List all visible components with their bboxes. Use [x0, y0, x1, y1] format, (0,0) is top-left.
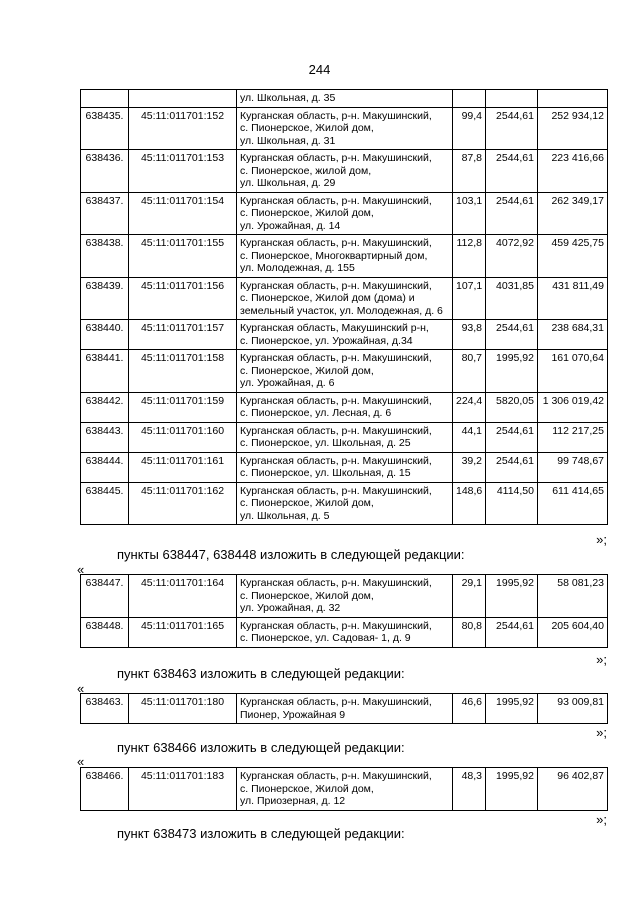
address-cell	[237, 192, 453, 235]
table-row	[81, 617, 608, 647]
rate-cell: 4031,85	[486, 277, 538, 320]
opening-quote: «	[77, 562, 85, 577]
closing-quote: »;	[596, 532, 607, 547]
value-cell: 93 009,81	[538, 694, 608, 724]
item-number-cell: 638466.	[81, 768, 129, 811]
rate-cell: 2544,61	[486, 150, 538, 193]
rate-cell: 1995,92	[486, 575, 538, 618]
address-cell	[237, 107, 453, 150]
address-cell	[237, 350, 453, 393]
item-number-cell: 638438.	[81, 235, 129, 278]
address-line: ул. Приозерная, д. 12	[240, 795, 346, 807]
area-cell: 87,8	[453, 150, 486, 193]
area-cell: 103,1	[453, 192, 486, 235]
rate-cell: 2544,61	[486, 617, 538, 647]
rate-cell: 2544,61	[486, 192, 538, 235]
address-line: с. Пионерское, Жилой дом,	[240, 364, 374, 377]
value-cell: 238 684,31	[538, 320, 608, 350]
address-line: с. Пионерское, Жилой дом,	[240, 122, 374, 134]
item-number-cell: 638448.	[81, 617, 129, 647]
cadastral-number-cell: 45:11:011701:152	[129, 107, 237, 150]
cadastral-number-cell: 45:11:011701:164	[129, 575, 237, 618]
address-line: с. Пионерское, Жилой дом,	[240, 497, 374, 509]
page-number: 244	[308, 62, 331, 77]
value-cell: 58 081,23	[538, 575, 608, 618]
area-cell: 148,6	[453, 482, 486, 525]
address-cell	[237, 768, 453, 811]
opening-quote: «	[77, 754, 85, 769]
rate-cell: 4072,92	[486, 235, 538, 278]
cadastral-number-cell: 45:11:011701:159	[129, 392, 237, 422]
table-row	[81, 575, 608, 618]
item-number-cell: 638444.	[81, 452, 129, 482]
cadastral-number-cell: 45:11:011701:161	[129, 452, 237, 482]
value-cell: 112 217,25	[538, 422, 608, 452]
address-cell	[237, 694, 453, 724]
property-table-3	[80, 693, 608, 724]
cadastral-number-cell: 45:11:011701:165	[129, 617, 237, 647]
value-cell: 96 402,87	[538, 768, 608, 811]
value-cell: 431 811,49	[538, 277, 608, 320]
address-line: с. Пионерское, жилой дом,	[240, 164, 372, 177]
table-row	[81, 150, 608, 193]
address-cell	[237, 150, 453, 193]
cadastral-number-cell: 45:11:011701:157	[129, 320, 237, 350]
rate-cell: 2544,61	[486, 452, 538, 482]
address-line: с. Пионерское, Многоквартирный дом,	[240, 249, 428, 262]
table-row	[81, 192, 608, 235]
area-cell: 44,1	[453, 422, 486, 452]
address-line: с. Пионерское, ул. Урожайная, д.34	[240, 334, 413, 347]
address-line: с. Пионерское, ул. Садовая- 1, д. 9	[240, 632, 411, 644]
cadastral-number-cell: 45:11:011701:158	[129, 350, 237, 393]
item-number-cell: 638436.	[81, 150, 129, 193]
item-number-cell: 638441.	[81, 350, 129, 393]
property-table-main	[80, 89, 608, 525]
address-line: Курганская область, р-н. Макушинский,	[240, 484, 432, 497]
item-number-cell: 638442.	[81, 392, 129, 422]
cadastral-number-cell: 45:11:011701:183	[129, 768, 237, 811]
address-line: земельный участок, ул. Молодежная, д. 6	[240, 304, 443, 317]
rate-cell: 4114,50	[486, 482, 538, 525]
address-line: Курганская область, р-н. Макушинский,	[240, 352, 432, 364]
address-line: с. Пионерское, ул. Школьная, д. 25	[240, 437, 411, 449]
item-number-cell: 638439.	[81, 277, 129, 320]
address-line: ул. Школьная, д. 29	[240, 177, 336, 189]
address-line: Курганская область, р-н. Макушинский,	[240, 109, 432, 122]
address-cell	[237, 235, 453, 278]
address-line: Курганская область, р-н. Макушинский,	[240, 394, 432, 407]
item-number-cell: 638447.	[81, 575, 129, 618]
address-line: Курганская область, р-н. Макушинский,	[240, 770, 432, 782]
amendment-paragraph-2: пункт 638463 изложить в следующей редакции:	[117, 666, 405, 681]
address-line: ул. Школьная, д. 31	[240, 134, 336, 147]
address-line: ул. Школьная, д. 5	[240, 509, 330, 522]
area-cell: 107,1	[453, 277, 486, 320]
address-cell	[237, 320, 453, 350]
item-number-cell: 638435.	[81, 107, 129, 150]
value-cell: 161 070,64	[538, 350, 608, 393]
cadastral-number-cell: 45:11:011701:156	[129, 277, 237, 320]
address-line: с. Пионерское, Жилой дом,	[240, 207, 374, 219]
value-cell: 205 604,40	[538, 617, 608, 647]
value-cell: 459 425,75	[538, 235, 608, 278]
address-line: Курганская область, р-н. Макушинский,	[240, 454, 432, 467]
address-line: Курганская область, р-н. Макушинский,	[240, 152, 432, 164]
rate-cell: 5820,05	[486, 392, 538, 422]
address-line: с. Пионерское, Жилой дом (дома) и	[240, 292, 415, 304]
value-cell: 611 414,65	[538, 482, 608, 525]
address-cell: ул. Школьная, д. 35	[237, 90, 453, 108]
table-row	[81, 350, 608, 393]
address-line: Пионер, Урожайная 9	[240, 708, 346, 721]
rate-cell: 1995,92	[486, 350, 538, 393]
property-table-2	[80, 574, 608, 648]
item-number-cell: 638440.	[81, 320, 129, 350]
table-row	[81, 694, 608, 724]
address-line: Курганская область, р-н. Макушинский,	[240, 619, 432, 632]
cadastral-number-cell: 45:11:011701:162	[129, 482, 237, 525]
table-row	[81, 768, 608, 811]
opening-quote: «	[77, 681, 85, 696]
address-cell	[237, 575, 453, 618]
item-number-cell: 638443.	[81, 422, 129, 452]
value-cell: 223 416,66	[538, 150, 608, 193]
address-line: Курганская область, р-н. Макушинский,	[240, 577, 432, 589]
value-cell: 1 306 019,42	[538, 392, 608, 422]
area-cell: 48,3	[453, 768, 486, 811]
address-line: Курганская область, р-н. Макушинский,	[240, 696, 432, 708]
address-cell	[237, 452, 453, 482]
area-cell: 29,1	[453, 575, 486, 618]
area-cell: 99,4	[453, 107, 486, 150]
address-line: ул. Урожайная, д. 6	[240, 377, 335, 389]
address-cell	[237, 617, 453, 647]
closing-quote: »;	[596, 812, 607, 827]
rate-cell: 1995,92	[486, 768, 538, 811]
cadastral-number-cell: 45:11:011701:180	[129, 694, 237, 724]
address-line: ул. Молодежная, д. 155	[240, 262, 355, 274]
address-cell	[237, 482, 453, 525]
rate-cell: 2544,61	[486, 320, 538, 350]
address-line: ул. Урожайная, д. 14	[240, 219, 341, 232]
area-cell: 46,6	[453, 694, 486, 724]
area-cell: 80,7	[453, 350, 486, 393]
address-line: Курганская область, р-н. Макушинский,	[240, 424, 432, 437]
table-row	[81, 320, 608, 350]
property-table-4	[80, 767, 608, 811]
item-number-cell: 638437.	[81, 192, 129, 235]
amendment-paragraph-3: пункт 638466 изложить в следующей редакции:	[117, 740, 405, 755]
value-cell: 262 349,17	[538, 192, 608, 235]
address-line: с. Пионерское, Жилой дом,	[240, 782, 374, 795]
rate-cell: 2544,61	[486, 107, 538, 150]
area-cell: 224,4	[453, 392, 486, 422]
address-cell	[237, 422, 453, 452]
address-line: с. Пионерское, ул. Школьная, д. 15	[240, 467, 411, 479]
address-line: ул. Урожайная, д. 32	[240, 602, 341, 614]
cadastral-number-cell: 45:11:011701:154	[129, 192, 237, 235]
area-cell: 112,8	[453, 235, 486, 278]
item-number-cell: 638445.	[81, 482, 129, 525]
table-row	[81, 277, 608, 320]
address-cell	[237, 392, 453, 422]
table-row	[81, 392, 608, 422]
table-row-continuation	[81, 90, 608, 108]
closing-quote: »;	[596, 725, 607, 740]
rate-cell: 1995,92	[486, 694, 538, 724]
table-row	[81, 452, 608, 482]
amendment-paragraph-4: пункт 638473 изложить в следующей редакции:	[117, 826, 405, 841]
area-cell: 93,8	[453, 320, 486, 350]
address-line: Курганская область, р-н. Макушинский,	[240, 237, 432, 249]
item-number-cell: 638463.	[81, 694, 129, 724]
address-line: Курганская область, р-н. Макушинский,	[240, 194, 432, 207]
cadastral-number-cell: 45:11:011701:160	[129, 422, 237, 452]
value-cell: 252 934,12	[538, 107, 608, 150]
area-cell: 39,2	[453, 452, 486, 482]
table-row	[81, 482, 608, 525]
area-cell: 80,8	[453, 617, 486, 647]
address-line: с. Пионерское, ул. Лесная, д. 6	[240, 407, 392, 419]
table-row	[81, 422, 608, 452]
amendment-paragraph-1: пункты 638447, 638448 изложить в следующей редакции:	[117, 547, 465, 562]
address-line: Курганская область, Макушинский р-н,	[240, 322, 429, 334]
address-cell	[237, 277, 453, 320]
table-row	[81, 235, 608, 278]
address-line: с. Пионерское, Жилой дом,	[240, 589, 374, 602]
cadastral-number-cell: 45:11:011701:155	[129, 235, 237, 278]
table-row	[81, 107, 608, 150]
value-cell: 99 748,67	[538, 452, 608, 482]
closing-quote: »;	[596, 652, 607, 667]
cadastral-number-cell: 45:11:011701:153	[129, 150, 237, 193]
address-line: Курганская область, р-н. Макушинский,	[240, 279, 432, 292]
rate-cell: 2544,61	[486, 422, 538, 452]
